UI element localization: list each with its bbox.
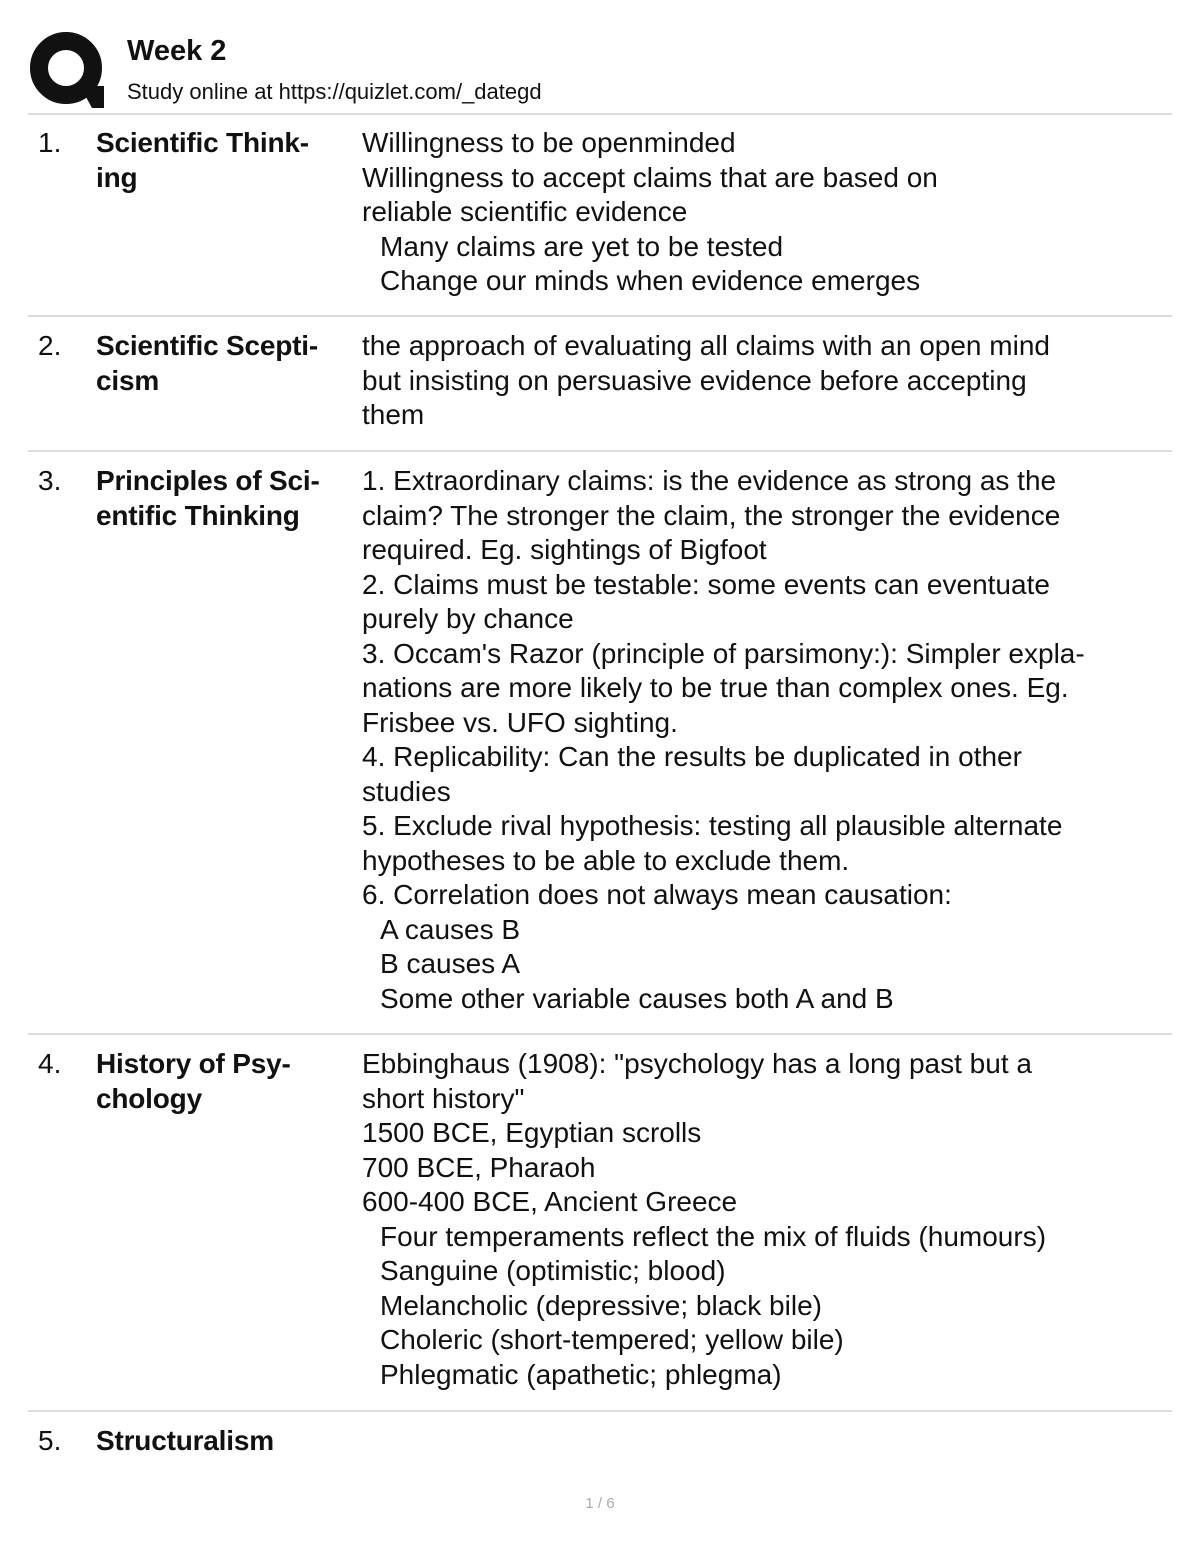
term-line: ing — [96, 161, 138, 193]
card-definition — [362, 126, 1162, 299]
definition-line: Four temperaments reflect the mix of fluids (humours) — [380, 1220, 1047, 1252]
card-number: 2. — [38, 330, 62, 361]
page-title: Week 2 — [127, 35, 227, 67]
definition-line: Phlegmatic (apathetic; phlegma) — [380, 1358, 782, 1390]
divider — [28, 1410, 1172, 1412]
card-definition — [362, 464, 1162, 1016]
card-definition — [362, 329, 1162, 433]
definition-line: the approach of evaluating all claims with an open mind — [362, 330, 1050, 361]
flashcard-item — [28, 1047, 1172, 1397]
flashcard-item — [28, 1424, 1172, 1464]
flashcard-item — [28, 126, 1172, 306]
card-number: 1. — [38, 127, 62, 158]
definition-line: 1500 BCE, Egyptian scrolls — [362, 1117, 702, 1148]
card-term — [96, 464, 358, 533]
divider — [28, 113, 1172, 115]
definition-line: B causes A — [380, 948, 521, 979]
document-header — [28, 26, 1172, 114]
definition-line: Many claims are yet to be tested — [380, 230, 784, 262]
card-term — [96, 1047, 358, 1116]
definition-line: 2. Claims must be testable: some events can eventuate — [362, 568, 1050, 600]
definition-line: 4. Replicability: Can the results be duplicated in other — [362, 741, 1022, 772]
term-line: Scientific Scepti- — [96, 330, 319, 361]
definition-line: purely by chance — [362, 603, 574, 634]
term-line: chology — [96, 1082, 202, 1114]
divider — [28, 315, 1172, 317]
definition-line: Frisbee vs. UFO sighting. — [362, 706, 678, 738]
page-indicator: 1 / 6 — [585, 1495, 615, 1512]
definition-line: 600-400 BCE, Ancient Greece — [362, 1186, 738, 1217]
definition-line: 6. Correlation does not always mean causation: — [362, 879, 952, 910]
definition-line: 1. Extraordinary claims: is the evidence as strong as the — [362, 465, 1057, 496]
definition-line: Ebbinghaus (1908): "psychology has a long past but a — [362, 1048, 1032, 1079]
divider — [28, 450, 1172, 452]
definition-line: reliable scientific evidence — [362, 196, 688, 227]
term-line: Scientific Think- — [96, 127, 309, 158]
term-line: entific Thinking — [96, 499, 300, 531]
definition-line: 5. Exclude rival hypothesis: testing all plausible alternate — [362, 810, 1063, 841]
definition-line: them — [362, 399, 425, 430]
definition-line: 3. Occam's Razor (principle of parsimony:): Simpler expla- — [362, 637, 1085, 669]
definition-line: Change our minds when evidence emerges — [380, 265, 921, 296]
definition-line: short history" — [362, 1082, 525, 1114]
card-definition — [362, 1047, 1162, 1392]
definition-line: Choleric (short-tempered; yellow bile) — [380, 1324, 844, 1355]
definition-line: but insisting on persuasive evidence before accepting — [362, 364, 1027, 396]
definition-line: Willingness to accept claims that are based on — [362, 161, 938, 193]
definition-line: Willingness to be openminded — [362, 127, 736, 158]
definition-line: Melancholic (depressive; black bile) — [380, 1289, 822, 1321]
definition-line: studies — [362, 775, 451, 807]
card-number: 4. — [38, 1048, 62, 1079]
definition-line: Some other variable causes both A and B — [380, 982, 894, 1014]
card-term — [96, 1424, 358, 1459]
flashcard-item — [28, 464, 1172, 1024]
card-number: 3. — [38, 465, 62, 496]
definition-line: Sanguine (optimistic; blood) — [380, 1255, 726, 1286]
term-line: History of Psy- — [96, 1048, 291, 1079]
flashcard-item — [28, 329, 1172, 439]
card-number: 5. — [38, 1425, 62, 1456]
term-line: Principles of Sci- — [96, 465, 320, 496]
term-line: Structuralism — [96, 1425, 274, 1456]
definition-line: claim? The stronger the claim, the stronger the evidence — [362, 499, 1061, 531]
term-line: cism — [96, 364, 160, 396]
card-term — [96, 329, 358, 398]
divider — [28, 1033, 1172, 1035]
definition-line: nations are more likely to be true than complex ones. Eg. — [362, 672, 1069, 703]
study-link-text: Study online at https://quizlet.com/_dategd — [127, 79, 542, 104]
definition-line: required. Eg. sightings of Bigfoot — [362, 534, 767, 565]
definition-line: 700 BCE, Pharaoh — [362, 1151, 596, 1183]
card-term — [96, 126, 358, 195]
definition-line: A causes B — [380, 913, 521, 945]
quizlet-q-logo-icon — [28, 30, 108, 110]
definition-line: hypotheses to be able to exclude them. — [362, 844, 850, 876]
